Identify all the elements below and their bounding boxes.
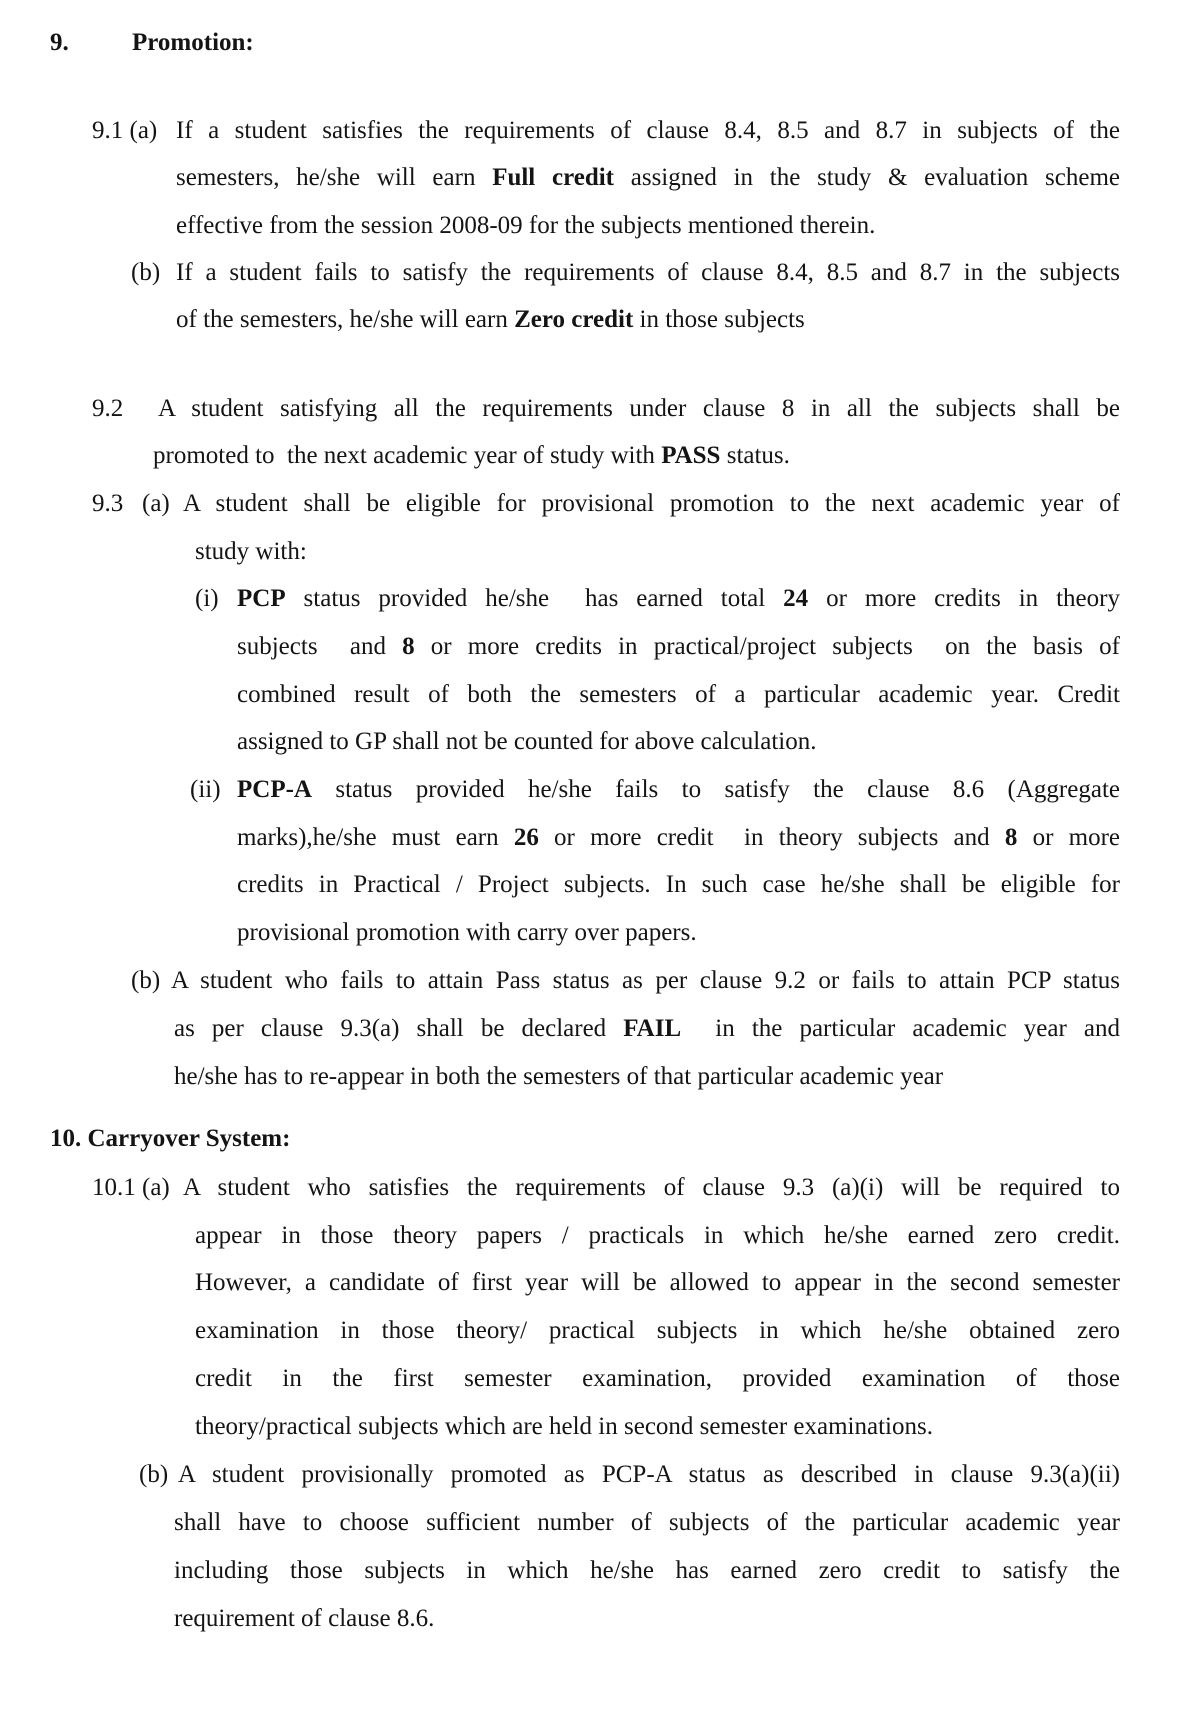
clause-9-3-b-line-2: as per clause 9.3(a) shall be declared FAIL in the particular academic year and bbox=[174, 1015, 1120, 1042]
clause-9-3-a-ii-line-3: credits in Practical / Project subjects. In such case he/she shall be eligible for bbox=[237, 871, 1120, 898]
clause-10-1-a-label: 10.1 (a) bbox=[92, 1174, 170, 1201]
clause-9-1-a-line-1: If a student satisfies the requirements of clause 8.4, 8.5 and 8.7 in subjects of the bbox=[176, 117, 1120, 144]
zero-credit-term: Zero credit bbox=[514, 306, 634, 333]
clause-9-3-a-ii-line-1: PCP-A status provided he/she fails to satisfy the clause 8.6 (Aggregate bbox=[237, 776, 1120, 803]
clause-9-1-a-line-3: effective from the session 2008-09 for the subjects mentioned therein. bbox=[176, 212, 876, 239]
clause-10-1-b-line-3: including those subjects in which he/she has earned zero credit to satisfy the bbox=[174, 1557, 1120, 1584]
clause-9-3-b-line-3: he/she has to re-appear in both the semesters of that particular academic year bbox=[174, 1063, 944, 1090]
clause-10-1-a-line-5: credit in the first semester examination, provided examination of those bbox=[195, 1365, 1120, 1392]
credits-24-value: 24 bbox=[783, 585, 809, 612]
clause-9-3-a-i-line-4: assigned to GP shall not be counted for above calculation. bbox=[237, 728, 817, 755]
clause-9-1-a-line-2: semesters, he/she will earn Full credit assigned in the study & evaluation scheme bbox=[176, 164, 1120, 191]
clause-9-3-b-line-1: A student who fails to attain Pass status as per clause 9.2 or fails to attain PCP status bbox=[171, 967, 1120, 994]
clause-9-3-label: 9.3 bbox=[92, 490, 124, 517]
pcp-a-term: PCP-A bbox=[237, 776, 312, 803]
credits-8-value: 8 bbox=[402, 633, 415, 660]
clause-9-3-a-i-line-1: PCP status provided he/she has earned total 24 or more credits in theory bbox=[237, 585, 1120, 612]
clause-9-3-a-ii-label: (ii) bbox=[190, 776, 221, 803]
clause-10-1-a-line-6: theory/practical subjects which are held in second semester examinations. bbox=[195, 1413, 933, 1440]
clause-9-3-a-line-2: study with: bbox=[195, 538, 307, 565]
clause-10-1-b-label: (b) bbox=[139, 1461, 169, 1488]
credits-8-value-2: 8 bbox=[1004, 824, 1018, 851]
clause-9-3-a-i-label: (i) bbox=[195, 585, 219, 612]
clause-10-1-a-line-4: examination in those theory/ practical subjects in which he/she obtained zero bbox=[195, 1317, 1120, 1344]
section-9-title: Promotion: bbox=[132, 29, 254, 56]
clause-9-3-a-ii-line-4: provisional promotion with carry over papers. bbox=[237, 919, 697, 946]
clause-10-1-a-line-2: appear in those theory papers / practicals in which he/she earned zero credit. bbox=[195, 1222, 1120, 1249]
full-credit-term: Full credit bbox=[492, 164, 615, 191]
pcp-term: PCP bbox=[237, 585, 286, 612]
clause-9-3-a-label: (a) bbox=[142, 490, 170, 517]
clause-10-1-a-line-3: However, a candidate of first year will be allowed to appear in the second semester bbox=[195, 1269, 1120, 1296]
pass-term: PASS bbox=[661, 442, 721, 469]
clause-9-3-a-i-line-3: combined result of both the semesters of a particular academic year. Credit bbox=[237, 681, 1120, 708]
clause-10-1-a-line-1: A student who satisfies the requirements of clause 9.3 (a)(i) will be required to bbox=[183, 1174, 1120, 1201]
clause-9-1-b-line-1: If a student fails to satisfy the requirements of clause 8.4, 8.5 and 8.7 in the subjects bbox=[176, 259, 1120, 286]
clause-9-3-a-line-1: A student shall be eligible for provisional promotion to the next academic year of bbox=[183, 490, 1120, 517]
clause-9-3-a-i-line-2: subjects and 8 or more credits in practical/project subjects on the basis of bbox=[237, 633, 1120, 660]
clause-10-1-b-line-1: A student provisionally promoted as PCP-A status as described in clause 9.3(a)(ii) bbox=[178, 1461, 1120, 1488]
clause-10-1-b-line-2: shall have to choose sufficient number of subjects of the particular academic year bbox=[174, 1509, 1120, 1536]
clause-9-1-b-line-2: of the semesters, he/she will earn Zero credit in those subjects bbox=[176, 306, 805, 333]
section-10-title: 10. Carryover System: bbox=[50, 1125, 291, 1152]
clause-9-1-a-label: 9.1 (a) bbox=[92, 117, 158, 144]
clause-9-1-b-label: (b) bbox=[131, 259, 161, 286]
clause-9-2-line-1: A student satisfying all the requirements under clause 8 in all the subjects shall be bbox=[158, 395, 1120, 422]
clause-9-3-b-label: (b) bbox=[131, 967, 161, 994]
section-9-number: 9. bbox=[50, 29, 69, 56]
clause-9-2-label: 9.2 bbox=[92, 395, 124, 422]
clause-10-1-b-line-4: requirement of clause 8.6. bbox=[174, 1605, 435, 1632]
clause-9-3-a-ii-line-2: marks),he/she must earn 26 or more credit in theory subjects and 8 or more bbox=[237, 824, 1120, 851]
fail-term: FAIL bbox=[623, 1015, 682, 1042]
credits-26-value: 26 bbox=[513, 824, 539, 851]
clause-9-2-line-2: promoted to the next academic year of study with PASS status. bbox=[153, 442, 790, 469]
